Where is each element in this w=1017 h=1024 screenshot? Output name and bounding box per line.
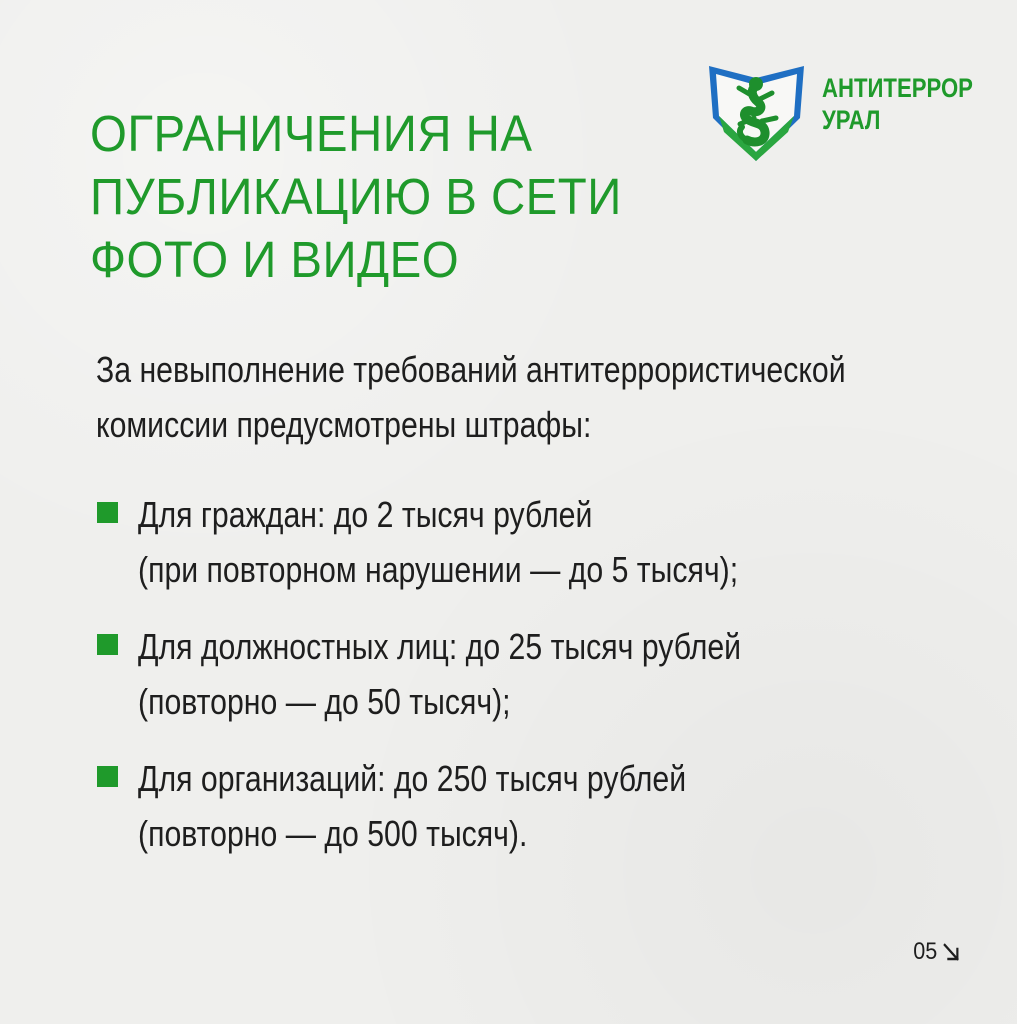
intro-line-2: комиссии предусмотрены штрафы: — [96, 404, 592, 445]
green-square-bullet — [97, 766, 118, 787]
logo-text — [822, 72, 973, 136]
fine-organizations-line-1: Для организаций: до 250 тысяч рублей — [138, 758, 687, 799]
green-square-bullet — [97, 634, 118, 655]
title-line-3: ФОТО И ВИДЕО — [90, 231, 460, 288]
fine-officials-line-1: Для должностных лиц: до 25 тысяч рублей — [138, 626, 742, 667]
title-line-1: ОГРАНИЧЕНИЯ НА — [90, 105, 533, 162]
green-square-bullet — [97, 502, 118, 523]
fine-item-officials — [97, 619, 997, 751]
fine-text-citizens — [138, 487, 738, 597]
page-indicator — [914, 938, 961, 966]
fines-list — [97, 487, 997, 883]
logo-line-2: УРАЛ — [822, 105, 881, 135]
fine-citizens-line-2: (при повторном нарушении — до 5 тысяч); — [138, 549, 739, 590]
page-number: 05 — [913, 938, 938, 965]
fine-citizens-line-1: Для граждан: до 2 тысяч рублей — [138, 494, 593, 535]
intro-text — [96, 342, 852, 452]
fine-text-organizations — [138, 751, 686, 861]
antiterror-ural-logo — [704, 60, 973, 168]
page-title — [90, 102, 622, 291]
fine-officials-line-2: (повторно — до 50 тысяч); — [138, 681, 511, 722]
fine-item-citizens — [97, 487, 997, 619]
title-line-2: ПУБЛИКАЦИЮ В СЕТИ — [90, 168, 622, 225]
fine-item-organizations — [97, 751, 997, 883]
fine-text-officials — [138, 619, 741, 729]
lizard-shield-icon — [704, 60, 809, 165]
arrow-down-right-icon — [941, 941, 961, 963]
logo-line-1: АНТИТЕРРОР — [822, 73, 973, 103]
fine-organizations-line-2: (повторно — до 500 тысяч). — [138, 813, 528, 854]
intro-line-1: За невыполнение требований антитеррористической — [96, 349, 846, 390]
